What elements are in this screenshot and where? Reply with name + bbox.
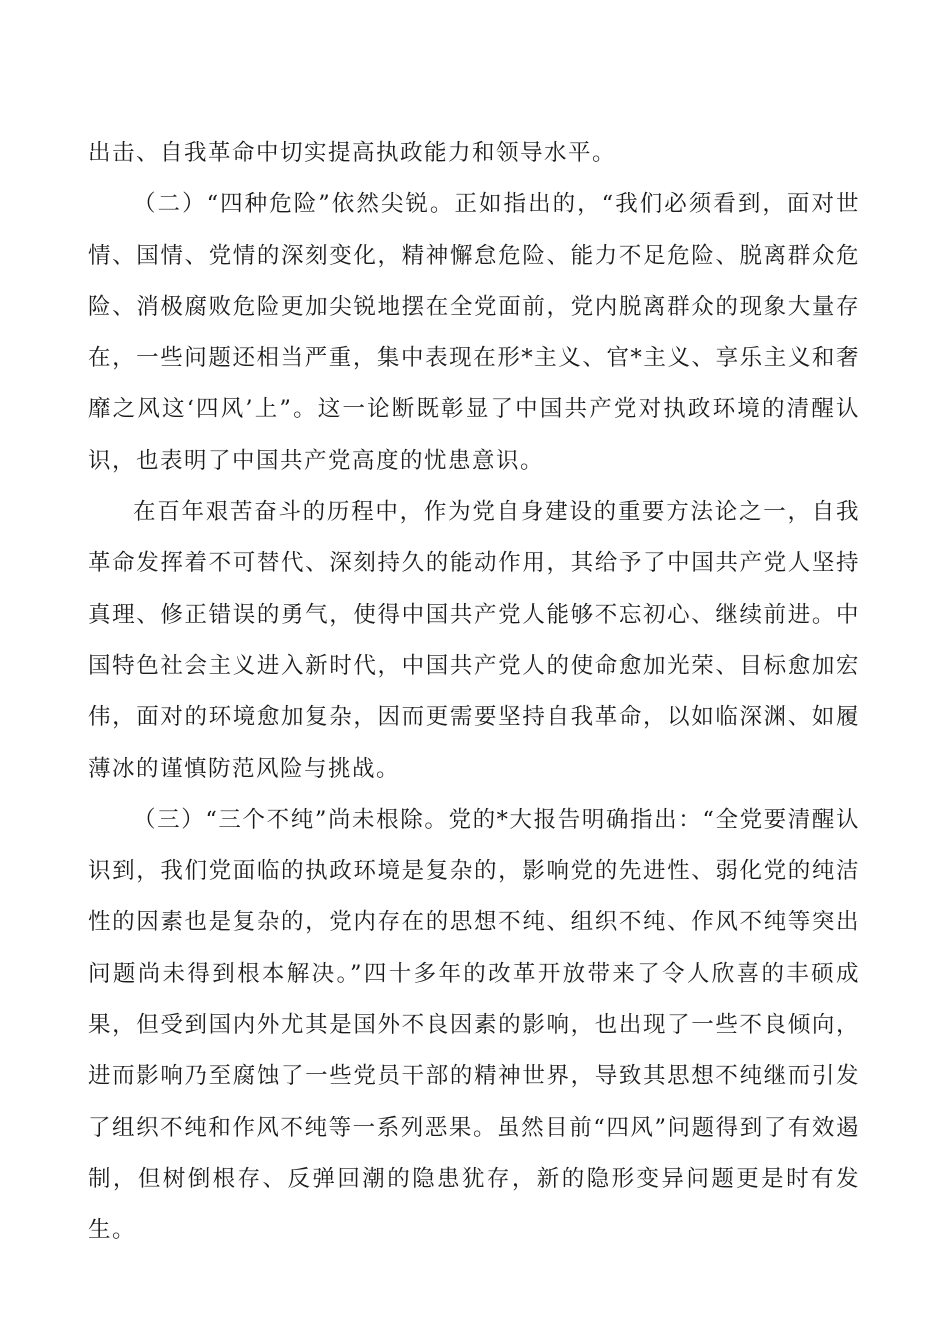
paragraph-four-dangers: （二）“四种危险”依然尖锐。正如指出的，“我们必须看到，面对世情、国情、党情的深刻变化，精神懈怠危险、能力不足危险、脱离群众危险、消极腐败危险更加尖锐地摆在全党面前，党内脱离群众的现象大量存在，一些问题还相当严重，集中表现在形*主义、官*主义、享乐主义和奢靡之风这‘四风’上”。这一论断既彰显了中国共产党对执政环境的清醒认识，也表明了中国共产党高度的忧患意识。 [88,191,860,474]
document-body [88,128,860,1257]
paragraph-self-revolution: 在百年艰苦奋斗的历程中，作为党自身建设的重要方法论之一，自我革命发挥着不可替代、深刻持久的能动作用，其给予了中国共产党人坚持真理、修正错误的勇气，使得中国共产党人能够不忘初心、继续前进。中国特色社会主义进入新时代，中国共产党人的使命愈加光荣、目标愈加宏伟，面对的环境愈加复杂，因而更需要坚持自我革命，以如临深渊、如履薄冰的谨慎防范风险与挑战。 [88,499,860,782]
paragraph-three-impurities: （三）“三个不纯”尚未根除。党的*大报告明确指出：“全党要清醒认识到，我们党面临的执政环境是复杂的，影响党的先进性、弱化党的纯洁性的因素也是复杂的，党内存在的思想不纯、组织不纯、作风不纯等突出问题尚未得到根本解决。”四十多年的改革开放带来了令人欣喜的丰硕成果，但受到国内外尤其是国外不良因素的影响，也出现了一些不良倾向，进而影响乃至腐蚀了一些党员干部的精神世界，导致其思想不纯继而引发了组织不纯和作风不纯等一系列恶果。虽然目前“四风”问题得到了有效遏制，但树倒根存、反弹回潮的隐患犹存，新的隐形变异问题更是时有发生。 [88,806,860,1244]
paragraph-continuation: 出击、自我革命中切实提高执政能力和领导水平。 [88,140,617,166]
